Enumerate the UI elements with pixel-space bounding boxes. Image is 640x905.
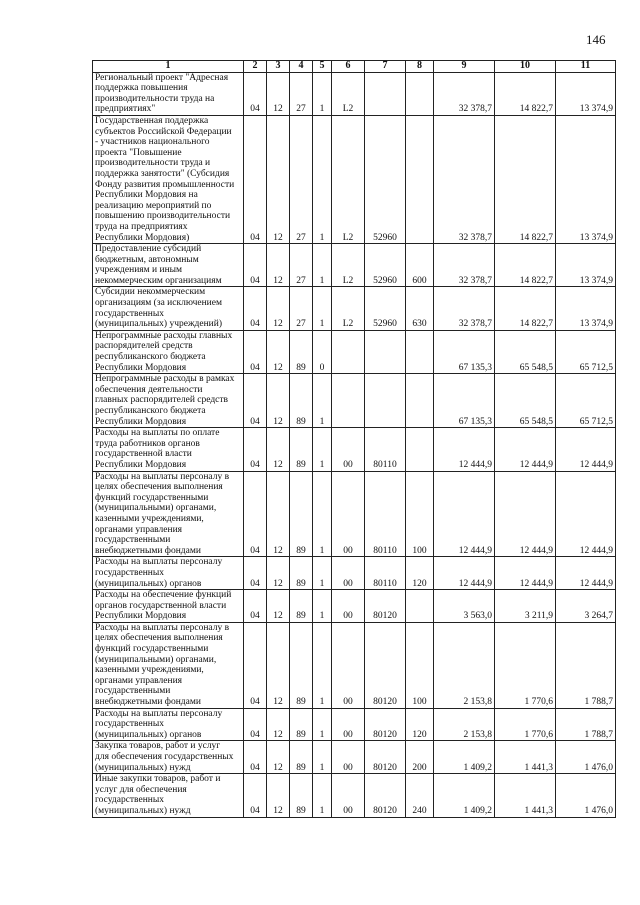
code-cell: 200	[406, 741, 434, 774]
amount-cell: 32 378,7	[434, 72, 495, 115]
amount-cell: 12 444,9	[495, 428, 556, 471]
code-cell: 04	[244, 287, 267, 330]
code-cell: 12	[267, 428, 290, 471]
code-cell: 12	[267, 374, 290, 428]
amount-cell: 12 444,9	[434, 557, 495, 590]
column-header: 6	[332, 61, 365, 73]
code-cell: 89	[290, 428, 313, 471]
code-cell: 27	[290, 115, 313, 243]
code-cell: 80120	[365, 622, 406, 708]
amount-cell: 67 135,3	[434, 374, 495, 428]
table-row	[93, 557, 616, 590]
code-cell: 80120	[365, 708, 406, 741]
amount-cell: 12 444,9	[495, 471, 556, 557]
amount-cell: 1 476,0	[556, 774, 616, 817]
code-cell: 12	[267, 622, 290, 708]
code-cell: 89	[290, 708, 313, 741]
expense-name-cell: Закупка товаров, работ и услуг для обеспечения государственных (муниципальных) нужд	[93, 741, 244, 774]
amount-cell: 32 378,7	[434, 244, 495, 287]
code-cell: 27	[290, 244, 313, 287]
expense-name-cell: Расходы на выплаты персоналу в целях обеспечения выполнения функций государственными (муниципальными) органами, казенными учреждениями, органами управления государственными внебюджетными фондами	[93, 622, 244, 708]
code-cell: L2	[332, 72, 365, 115]
table-row	[93, 622, 616, 708]
code-cell: 89	[290, 774, 313, 817]
code-cell: 1	[313, 471, 332, 557]
table-row	[93, 741, 616, 774]
code-cell: 89	[290, 374, 313, 428]
code-cell: 27	[290, 72, 313, 115]
amount-cell: 12 444,9	[434, 471, 495, 557]
code-cell	[365, 330, 406, 373]
amount-cell: 12 444,9	[434, 428, 495, 471]
expense-name-cell: Расходы на выплаты персоналу государственных (муниципальных) органов	[93, 557, 244, 590]
code-cell	[406, 590, 434, 623]
code-cell: 52960	[365, 287, 406, 330]
table-row	[93, 115, 616, 243]
amount-cell: 1 788,7	[556, 622, 616, 708]
code-cell: 89	[290, 741, 313, 774]
amount-cell: 65 548,5	[495, 330, 556, 373]
code-cell	[406, 374, 434, 428]
code-cell: 12	[267, 115, 290, 243]
amount-cell: 12 444,9	[556, 557, 616, 590]
code-cell: 100	[406, 622, 434, 708]
code-cell: 52960	[365, 244, 406, 287]
code-cell: 1	[313, 115, 332, 243]
code-cell: 04	[244, 72, 267, 115]
expense-name-cell: Непрограммные расходы главных распорядителей средств республиканского бюджета Республики Мордовия	[93, 330, 244, 373]
code-cell	[406, 72, 434, 115]
code-cell: 1	[313, 774, 332, 817]
column-header: 3	[267, 61, 290, 73]
column-header: 11	[556, 61, 616, 73]
code-cell: 04	[244, 374, 267, 428]
code-cell: 1	[313, 374, 332, 428]
code-cell: 04	[244, 330, 267, 373]
column-header: 2	[244, 61, 267, 73]
table-row	[93, 428, 616, 471]
expense-name-cell: Расходы на выплаты по оплате труда работников органов государственной власти Республики Мордовия	[93, 428, 244, 471]
code-cell	[365, 72, 406, 115]
code-cell	[332, 330, 365, 373]
expense-name-cell: Расходы на обеспечение функций органов государственной власти Республики Мордовия	[93, 590, 244, 623]
code-cell	[406, 428, 434, 471]
code-cell: 1	[313, 428, 332, 471]
code-cell: 04	[244, 741, 267, 774]
amount-cell: 13 374,9	[556, 115, 616, 243]
code-cell: 89	[290, 471, 313, 557]
code-cell: 600	[406, 244, 434, 287]
code-cell: L2	[332, 115, 365, 243]
amount-cell: 65 712,5	[556, 374, 616, 428]
code-cell: 89	[290, 622, 313, 708]
code-cell: 04	[244, 471, 267, 557]
amount-cell: 3 264,7	[556, 590, 616, 623]
code-cell: 1	[313, 557, 332, 590]
code-cell: 04	[244, 115, 267, 243]
code-cell: 1	[313, 72, 332, 115]
code-cell: 80120	[365, 741, 406, 774]
code-cell: 12	[267, 244, 290, 287]
amount-cell: 13 374,9	[556, 72, 616, 115]
code-cell: 00	[332, 708, 365, 741]
column-header: 8	[406, 61, 434, 73]
code-cell: 00	[332, 557, 365, 590]
table-header-row	[93, 61, 616, 73]
expense-name-cell: Региональный проект "Адресная поддержка повышения производительности труда на предприятиях"	[93, 72, 244, 115]
expense-name-cell: Субсидии некоммерческим организациям (за исключением государственных (муниципальных) учреждений)	[93, 287, 244, 330]
amount-cell: 1 409,2	[434, 741, 495, 774]
expense-name-cell: Иные закупки товаров, работ и услуг для обеспечения государственных (муниципальных) нужд	[93, 774, 244, 817]
amount-cell: 13 374,9	[556, 244, 616, 287]
amount-cell: 3 211,9	[495, 590, 556, 623]
code-cell: 80110	[365, 557, 406, 590]
column-header: 5	[313, 61, 332, 73]
table-row	[93, 72, 616, 115]
amount-cell: 67 135,3	[434, 330, 495, 373]
column-header: 10	[495, 61, 556, 73]
code-cell: 04	[244, 428, 267, 471]
code-cell: 12	[267, 741, 290, 774]
table-row	[93, 374, 616, 428]
code-cell: 04	[244, 774, 267, 817]
amount-cell: 1 476,0	[556, 741, 616, 774]
code-cell: 00	[332, 741, 365, 774]
code-cell: 1	[313, 741, 332, 774]
code-cell	[332, 374, 365, 428]
code-cell: 04	[244, 557, 267, 590]
code-cell: L2	[332, 244, 365, 287]
code-cell: 52960	[365, 115, 406, 243]
column-header: 7	[365, 61, 406, 73]
code-cell: 630	[406, 287, 434, 330]
code-cell: 00	[332, 471, 365, 557]
amount-cell: 12 444,9	[556, 428, 616, 471]
code-cell: L2	[332, 287, 365, 330]
code-cell: 80120	[365, 774, 406, 817]
page-number: 146	[586, 32, 606, 47]
amount-cell: 12 444,9	[495, 557, 556, 590]
amount-cell: 13 374,9	[556, 287, 616, 330]
code-cell: 04	[244, 590, 267, 623]
code-cell: 89	[290, 590, 313, 623]
code-cell: 00	[332, 590, 365, 623]
table-row	[93, 244, 616, 287]
code-cell: 00	[332, 428, 365, 471]
code-cell: 1	[313, 287, 332, 330]
code-cell: 00	[332, 622, 365, 708]
amount-cell: 1 788,7	[556, 708, 616, 741]
amount-cell: 2 153,8	[434, 708, 495, 741]
column-header: 9	[434, 61, 495, 73]
amount-cell: 2 153,8	[434, 622, 495, 708]
code-cell: 100	[406, 471, 434, 557]
amount-cell: 14 822,7	[495, 72, 556, 115]
expense-name-cell: Предоставление субсидий бюджетным, автономным учреждениям и иным некоммерческим организациям	[93, 244, 244, 287]
code-cell: 00	[332, 774, 365, 817]
amount-cell: 1 770,6	[495, 622, 556, 708]
code-cell: 89	[290, 557, 313, 590]
code-cell: 1	[313, 708, 332, 741]
expense-name-cell: Непрограммные расходы в рамках обеспечения деятельности главных распорядителей средств республиканского бюджета Республики Мордовия	[93, 374, 244, 428]
code-cell: 1	[313, 244, 332, 287]
code-cell: 12	[267, 471, 290, 557]
expense-name-cell: Государственная поддержка субъектов Российской Федерации - участников национального проекта "Повышение производительности труда и поддержка занятости" (Субсидия Фонду развития промышленности Республики Мордовия на реализацию мероприятий по повышению производительности труда на предприятиях Республики Мордовия)	[93, 115, 244, 243]
code-cell: 12	[267, 590, 290, 623]
column-header: 1	[93, 61, 244, 73]
column-header: 4	[290, 61, 313, 73]
amount-cell: 12 444,9	[556, 471, 616, 557]
amount-cell: 1 409,2	[434, 774, 495, 817]
table-row	[93, 287, 616, 330]
table-row	[93, 708, 616, 741]
amount-cell: 1 770,6	[495, 708, 556, 741]
code-cell: 12	[267, 330, 290, 373]
code-cell: 80120	[365, 590, 406, 623]
amount-cell: 65 548,5	[495, 374, 556, 428]
expense-name-cell: Расходы на выплаты персоналу в целях обеспечения выполнения функций государственными (муниципальными) органами, казенными учреждениями, органами управления государственными внебюджетными фондами	[93, 471, 244, 557]
code-cell: 1	[313, 622, 332, 708]
amount-cell: 14 822,7	[495, 115, 556, 243]
amount-cell: 65 712,5	[556, 330, 616, 373]
code-cell: 240	[406, 774, 434, 817]
amount-cell: 32 378,7	[434, 287, 495, 330]
amount-cell: 1 441,3	[495, 774, 556, 817]
table-row	[93, 471, 616, 557]
amount-cell: 32 378,7	[434, 115, 495, 243]
code-cell: 04	[244, 244, 267, 287]
expense-name-cell: Расходы на выплаты персоналу государственных (муниципальных) органов	[93, 708, 244, 741]
code-cell: 120	[406, 557, 434, 590]
amount-cell: 3 563,0	[434, 590, 495, 623]
amount-cell: 14 822,7	[495, 287, 556, 330]
amount-cell: 1 441,3	[495, 741, 556, 774]
code-cell: 12	[267, 72, 290, 115]
code-cell: 0	[313, 330, 332, 373]
code-cell	[406, 115, 434, 243]
code-cell	[406, 330, 434, 373]
code-cell: 89	[290, 330, 313, 373]
code-cell: 120	[406, 708, 434, 741]
code-cell: 1	[313, 590, 332, 623]
code-cell: 27	[290, 287, 313, 330]
code-cell: 12	[267, 774, 290, 817]
code-cell	[365, 374, 406, 428]
code-cell: 80110	[365, 471, 406, 557]
amount-cell: 14 822,7	[495, 244, 556, 287]
code-cell: 80110	[365, 428, 406, 471]
table-row	[93, 774, 616, 817]
table-row	[93, 330, 616, 373]
code-cell: 04	[244, 622, 267, 708]
code-cell: 12	[267, 287, 290, 330]
budget-table	[92, 60, 616, 818]
code-cell: 04	[244, 708, 267, 741]
code-cell: 12	[267, 708, 290, 741]
table-body	[93, 72, 616, 817]
code-cell: 12	[267, 557, 290, 590]
table-row	[93, 590, 616, 623]
